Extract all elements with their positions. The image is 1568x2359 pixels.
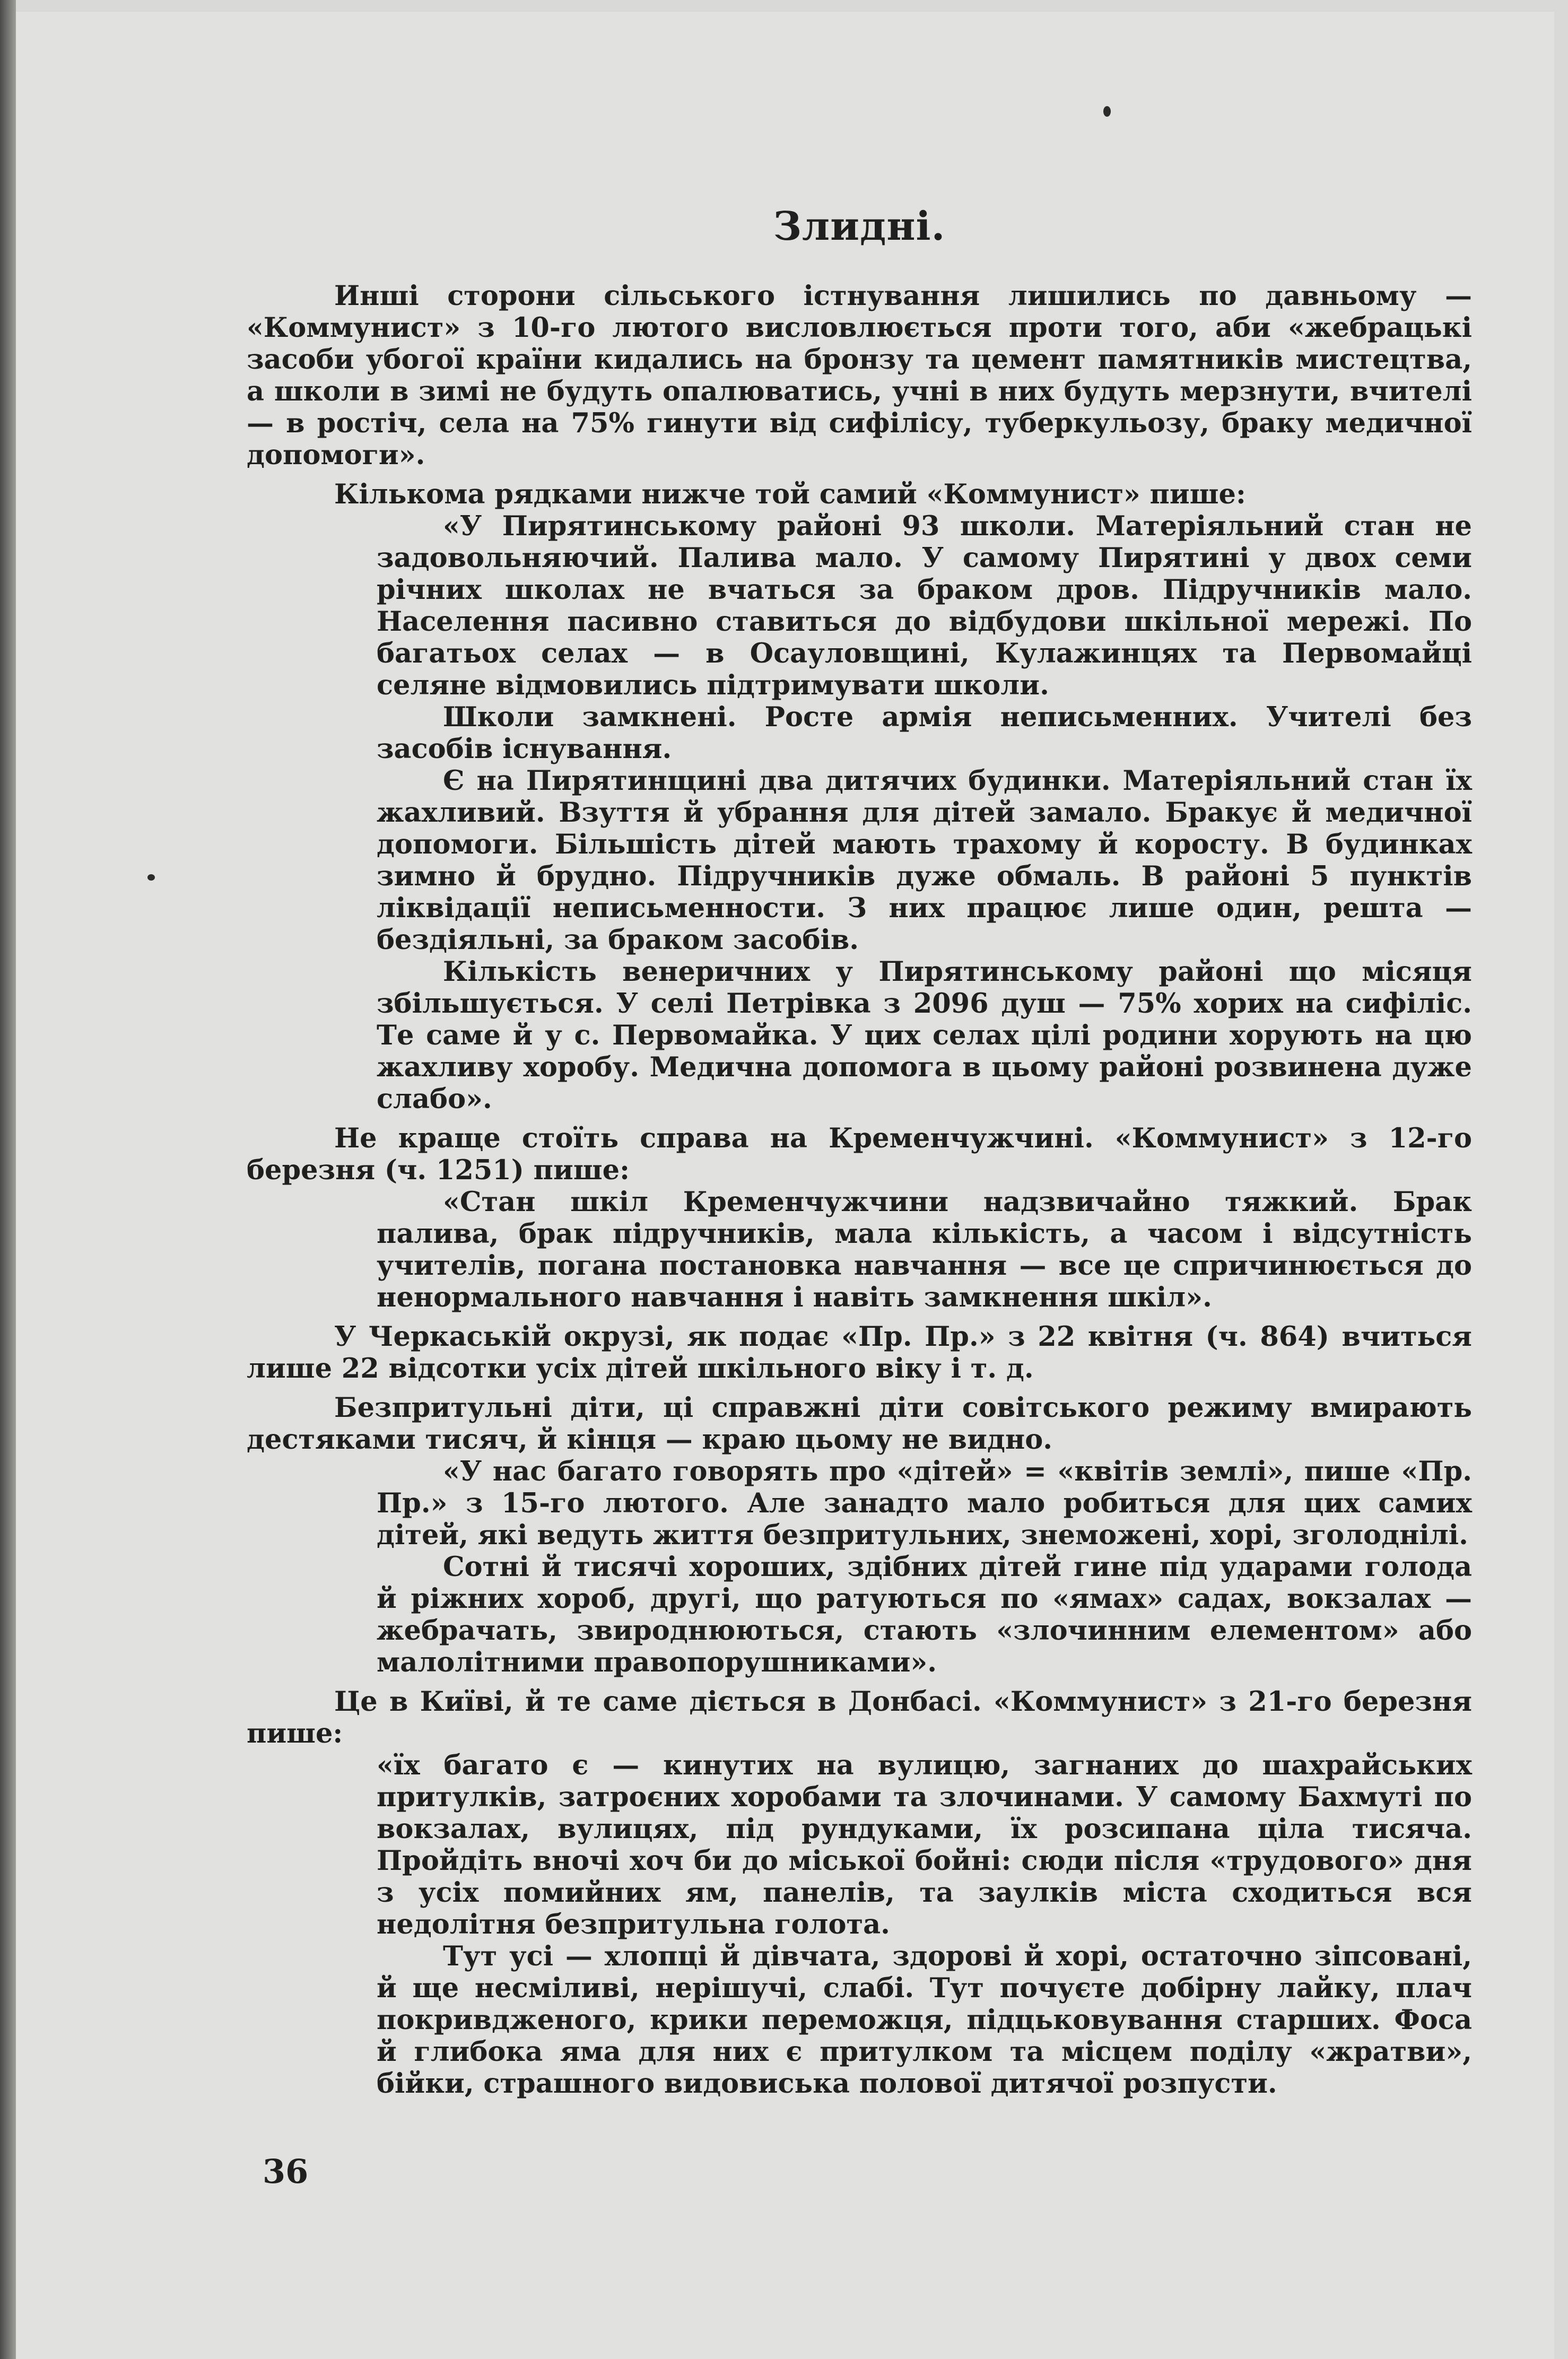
quote-paragraph: Тут усі — хлопці й дівчата, здорові й хорі, остаточно зіпсовані, й ще несміливі, нерішучі, слабі. Тут почуєте добірну лайку, плач покривдженого, крики переможця, підцьковування старших. Фоса й глибока яма для них є притулком та місцем поділу «жратви», бійки, страшного видовиська полової дитячої розпусти. xyxy=(377,1940,1472,2100)
quote-donbas xyxy=(377,1749,1472,2100)
quote-kremenchuk xyxy=(377,1186,1472,1313)
quote-paragraph: «їх багато є — кинутих на вулицю, загнаних до шахрайських притулків, затроєних хоробами та злочинами. У самому Бахмуті по вокзалах, вулицях, під рундуками, їх розсипана ціла тисяча. Пройдіть вночі хоч би до міської бойні: сюди після «трудового» дня з усіх помийних ям, панелів, та заулків міста сходиться вся недолітня безпритульна голота. xyxy=(377,1749,1472,1940)
quote-paragraph: Сотні й тисячі хороших, здібних дітей гине під ударами голода й ріжних хороб, другі, що ратуються по «ямах» садах, вокзалах — жебрачать, звироднюються, стають «злочинним елементом» або малолітними правопорушниками». xyxy=(377,1551,1472,1678)
quote-paragraph: Школи замкнені. Росте армія неписьменних. Учителі без засобів існування. xyxy=(377,701,1472,765)
scan-edge xyxy=(0,0,16,2359)
page-title: Злидні. xyxy=(773,204,946,249)
paragraph: Кількома рядками нижче той самий «Коммунист» пише: xyxy=(334,478,1246,510)
ink-speck xyxy=(147,874,155,881)
paragraph: Безпритульні діти, ці справжні діти совітського режиму вмирають дестяками тисяч, й кінця — краю цьому не видно. xyxy=(247,1392,1472,1456)
ink-speck xyxy=(1103,106,1111,117)
quote-paragraph: Кількість венеричних у Пирятинському районі що місяця збільшується. У селі Петрівка з 2096 душ — 75% хорих на сифіліс. Те саме й у с. Первомайка. У цих селах цілі родини хорують на цю жахливу хоробу. Медична допомога в цьому районі розвинена дуже слабо». xyxy=(377,956,1472,1115)
quote-paragraph: «Стан шкіл Кременчужчини надзвичайно тяжкий. Брак палива, брак підручників, мала кількість, а часом і відсутність учителів, погана постановка навчання — все це спричинюється до ненормального навчання і навіть замкнення шкіл». xyxy=(377,1186,1472,1313)
book-page xyxy=(16,12,1554,2359)
quote-children xyxy=(377,1456,1472,1678)
page-body xyxy=(247,203,1472,2100)
paragraph: Це в Київі, й те саме діється в Донбасі. «Коммунист» з 21-го березня пише: xyxy=(247,1686,1472,1749)
quote-paragraph: «У Пирятинському районі 93 школи. Матеріяльний стан не задовольняючий. Палива мало. У самому Пирятині у двох семи річних школах не вчаться за браком дров. Підручників мало. Населення пасивно ставиться до відбудови шкільної мережі. По багатьох селах — в Осауловщині, Кулажинцях та Первомайці селяне відмовились підтримувати школи. xyxy=(377,510,1472,701)
paragraph: Инші сторони сільського істнування лишились по давньому — «Коммунист» з 10-го лютого висловлюється проти того, аби «жебрацькі засоби убогої країни кидались на бронзу та цемент памятників мистецтва, а школи в зимі не будуть опалюватись, учні в них будуть мерзнути, вчителі — в ростіч, села на 75% гинути від сифілісу, туберкульозу, браку медичної допомоги». xyxy=(247,280,1472,471)
quote-pyriatyn xyxy=(377,510,1472,1115)
page-number: 36 xyxy=(263,2152,309,2191)
quote-paragraph: «У нас багато говорять про «дітей» = «квітів землі», пише «Пр. Пр.» з 15-го лютого. Але занадто мало робиться для цих самих дітей, які ведуть життя безпритульних, знеможені, хорі, зголоднілі. xyxy=(377,1456,1472,1551)
quote-paragraph: Є на Пирятинщині два дитячих будинки. Матеріяльний стан їх жахливий. Взуття й убрання для дітей замало. Бракує й медичної допомоги. Більшість дітей мають трахому й коросту. В будинках зимно й брудно. Підручників дуже обмаль. В районі 5 пунктів ліквідації неписьменности. З них працює лише один, решта — бездіяльні, за браком засобів. xyxy=(377,765,1472,956)
paragraph: Не краще стоїть справа на Кременчужчині. «Коммунист» з 12-го березня (ч. 1251) пише: xyxy=(247,1122,1472,1186)
paragraph: У Черкаській окрузі, як подає «Пр. Пр.» з 22 квітня (ч. 864) вчиться лише 22 відсотки усіх дітей шкільного віку і т. д. xyxy=(247,1321,1472,1385)
